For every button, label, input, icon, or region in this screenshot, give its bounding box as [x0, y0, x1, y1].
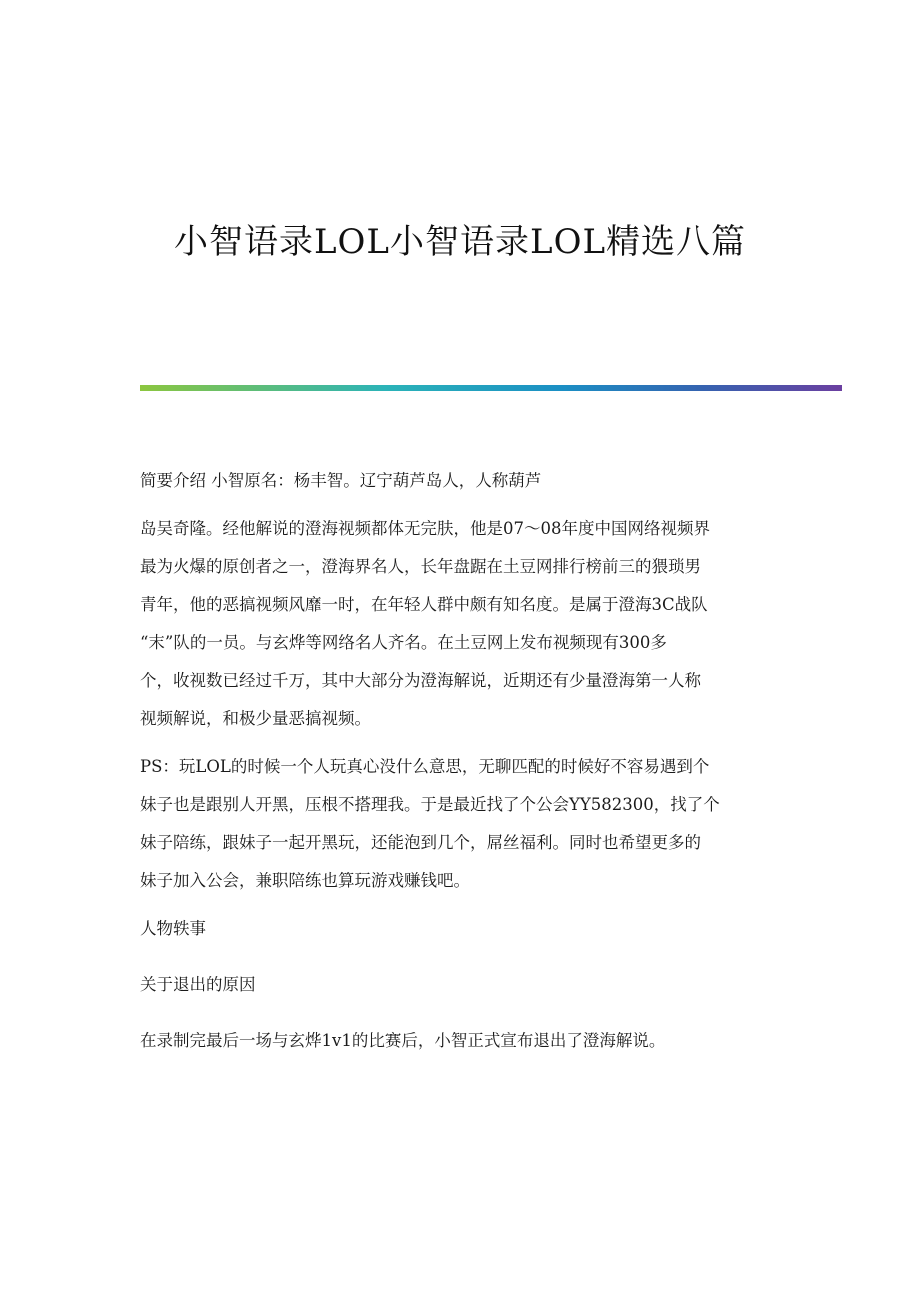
document-title: 小智语录LOL小智语录LOL精选八篇 — [173, 222, 747, 262]
text-line: 最为火爆的原创者之一，澄海界名人，长年盘踞在土豆网排行榜前三的猥琐男 — [140, 557, 701, 576]
text-line: 人物轶事 — [140, 919, 206, 938]
paragraph-intro-body — [140, 510, 790, 738]
text-line: 青年，他的恶搞视频风靡一时，在年轻人群中颇有知名度。是属于澄海3C战队 — [140, 595, 708, 614]
text-line: 妹子也是跟别人开黑，压根不搭理我。于是最近找了个公会YY582300，找了个 — [140, 795, 720, 814]
document-body — [140, 462, 790, 1078]
text-line: 岛吴奇隆。经他解说的澄海视频都体无完肤，他是07～08年度中国网络视频界 — [140, 519, 710, 538]
text-line: 在录制完最后一场与玄烨1v1的比赛后，小智正式宣布退出了澄海解说。 — [140, 1031, 666, 1050]
text-line: 妹子陪练，跟妹子一起开黑玩，还能泡到几个，屌丝福利。同时也希望更多的 — [140, 833, 701, 852]
text-line: 关于退出的原因 — [140, 975, 256, 994]
title-divider-gradient — [140, 385, 842, 391]
text-line: 妹子加入公会，兼职陪练也算玩游戏赚钱吧。 — [140, 871, 470, 890]
text-line: 视频解说，和极少量恶搞视频。 — [140, 709, 371, 728]
paragraph-subheading — [140, 966, 790, 1004]
text-line: PS：玩LOL的时候一个人玩真心没什么意思，无聊匹配的时候好不容易遇到个 — [140, 757, 710, 776]
paragraph-ps — [140, 748, 790, 900]
text-line: “末”队的一员。与玄烨等网络名人齐名。在土豆网上发布视频现有300多 — [140, 633, 667, 652]
text-line: 简要介绍 小智原名：杨丰智。辽宁葫芦岛人，人称葫芦 — [140, 471, 542, 490]
paragraph-section-heading — [140, 910, 790, 948]
paragraph-intro-head — [140, 462, 790, 500]
text-line: 个，收视数已经过千万，其中大部分为澄海解说，近期还有少量澄海第一人称 — [140, 671, 701, 690]
paragraph-exit — [140, 1022, 790, 1060]
